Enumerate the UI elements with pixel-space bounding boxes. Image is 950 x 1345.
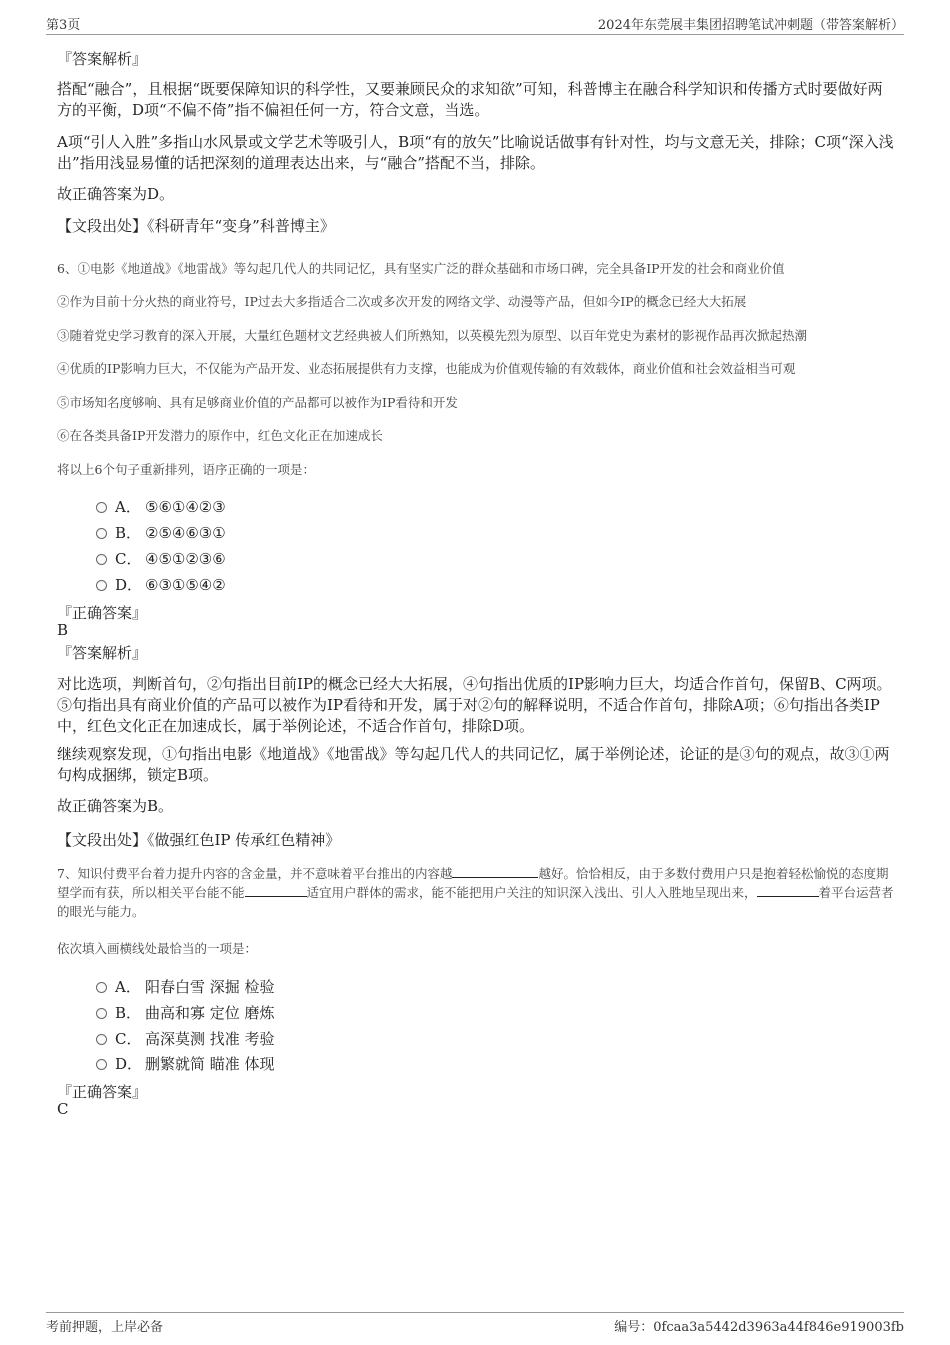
q7-option-b[interactable]: B． 曲高和寡 定位 磨炼 bbox=[96, 1002, 275, 1023]
q6-analysis-p2: 继续观察发现，①句指出电影《地道战》《地雷战》等勾起几代人的共同记忆，属于举例论述，论证的是③句的观点，故③①两句构成捆绑，锁定B项。 bbox=[57, 745, 890, 784]
radio-icon[interactable] bbox=[96, 1008, 107, 1019]
q7-option-c[interactable]: C． 高深莫测 找准 考验 bbox=[96, 1028, 275, 1049]
q6-prompt: 将以上6个句子重新排列，语序正确的一项是： bbox=[57, 462, 315, 477]
document-code: 编号：0fcaa3a5442d3963a44f846e919003fb bbox=[614, 1320, 904, 1335]
q6-analysis-p3: 故正确答案为B。 bbox=[57, 797, 174, 815]
q5-analysis-p2: A项“引人入胜”多指山水风景或文学艺术等吸引人，B项“有的放矢”比喻说话做事有针对性，均与文意无关，排除；C项“深入浅出”指用浅显易懂的话把深刻的道理表达出来，与“融合”搭配不当，排除。 bbox=[57, 133, 894, 172]
q5-analysis-p1: 搭配“融合”，且根据“既要保障知识的科学性，又要兼顾民众的求知欲”可知，科普博主在融合科学知识和传播方式时要做好两方的平衡，D项“不偏不倚”指不偏袒任何一方，符合文意，当选。 bbox=[57, 80, 883, 119]
page-number: 第3页 bbox=[46, 18, 81, 33]
page-footer bbox=[46, 1312, 904, 1335]
q7-prompt: 依次填入画横线处最恰当的一项是： bbox=[57, 941, 258, 956]
q6-answer-label: 『正确答案』 bbox=[57, 604, 148, 622]
page-header bbox=[46, 14, 904, 35]
radio-icon[interactable] bbox=[96, 580, 107, 591]
radio-icon[interactable] bbox=[96, 1059, 107, 1070]
q7-blank-3 bbox=[757, 884, 819, 897]
q5-source: 【文段出处】《科研青年“变身”科普博主》 bbox=[57, 217, 335, 235]
q7-answer: C bbox=[57, 1100, 69, 1118]
q6-analysis-label: 『答案解析』 bbox=[57, 644, 148, 662]
q7-answer-label: 『正确答案』 bbox=[57, 1083, 148, 1101]
q6-answer: B bbox=[57, 621, 69, 639]
q6-sentence-4: ④优质的IP影响力巨大，不仅能为产品开发、业态拓展提供有力支撑，也能成为价值观传输的有效载体，商业价值和社会效益相当可观 bbox=[57, 361, 796, 376]
q7-blank-2 bbox=[245, 884, 307, 897]
document-title: 2024年东莞展丰集团招聘笔试冲刺题（带答案解析） bbox=[597, 18, 904, 33]
q6-sentence-1: 6、①电影《地道战》《地雷战》等勾起几代人的共同记忆，具有坚实广泛的群众基础和市场口碑，完全具备IP开发的社会和商业价值 bbox=[57, 261, 785, 276]
q7-stem: 7、知识付费平台着力提升内容的含金量，并不意味着平台推出的内容越 越好。恰恰相反，由于多数付费用户只是抱着轻松愉悦的态度期望学而有获，所以相关平台能不能 适宜用户群体的需求，能不能把用户关注的知识深入浅出、引人入胜地呈现出来， 着平台运营者的眼光与能力。 bbox=[57, 866, 894, 919]
q6-sentence-3: ③随着党史学习教育的深入开展，大量红色题材文艺经典被人们所熟知，以英模先烈为原型、以百年党史为素材的影视作品再次掀起热潮 bbox=[57, 328, 808, 343]
q6-source: 【文段出处】《做强红色IP 传承红色精神》 bbox=[57, 831, 341, 849]
radio-icon[interactable] bbox=[96, 528, 107, 539]
q6-analysis-p1: 对比选项，判断首句，②句指出目前IP的概念已经大大拓展，④句指出优质的IP影响力巨大，均适合作首句，保留B、C两项。⑤句指出具有商业价值的产品可以被作为IP看待和开发，属于对②句的解释说明，不适合作首句，排除A项；⑥句指出各类IP中，红色文化正在加速成长，属于举例论述，不适合作首句，排除D项。 bbox=[57, 675, 892, 735]
q7-option-d[interactable]: D． 删繁就简 瞄准 体现 bbox=[96, 1053, 275, 1074]
q7-option-a[interactable]: A． 阳春白雪 深掘 检验 bbox=[96, 976, 275, 997]
q6-option-d[interactable]: D． ⑥③①⑤④② bbox=[96, 574, 226, 595]
radio-icon[interactable] bbox=[96, 1034, 107, 1045]
q6-option-b[interactable]: B． ②⑤④⑥③① bbox=[96, 522, 226, 543]
q6-sentence-5: ⑤市场知名度够响、具有足够商业价值的产品都可以被作为IP看待和开发 bbox=[57, 395, 458, 410]
q6-sentence-2: ②作为目前十分火热的商业符号，IP过去大多指适合二次或多次开发的网络文学、动漫等产品，但如今IP的概念已经大大拓展 bbox=[57, 294, 747, 309]
q5-analysis-p3: 故正确答案为D。 bbox=[57, 185, 175, 203]
q7-blank-1 bbox=[452, 865, 538, 878]
q6-option-a[interactable]: A． ⑤⑥①④②③ bbox=[96, 496, 226, 517]
q6-sentence-6: ⑥在各类具备IP开发潜力的原作中，红色文化正在加速成长 bbox=[57, 428, 383, 443]
radio-icon[interactable] bbox=[96, 982, 107, 993]
radio-icon[interactable] bbox=[96, 502, 107, 513]
footer-slogan: 考前押题，上岸必备 bbox=[46, 1320, 164, 1335]
radio-icon[interactable] bbox=[96, 554, 107, 565]
q5-analysis-label: 『答案解析』 bbox=[57, 50, 148, 68]
q6-option-c[interactable]: C． ④⑤①②③⑥ bbox=[96, 548, 226, 569]
